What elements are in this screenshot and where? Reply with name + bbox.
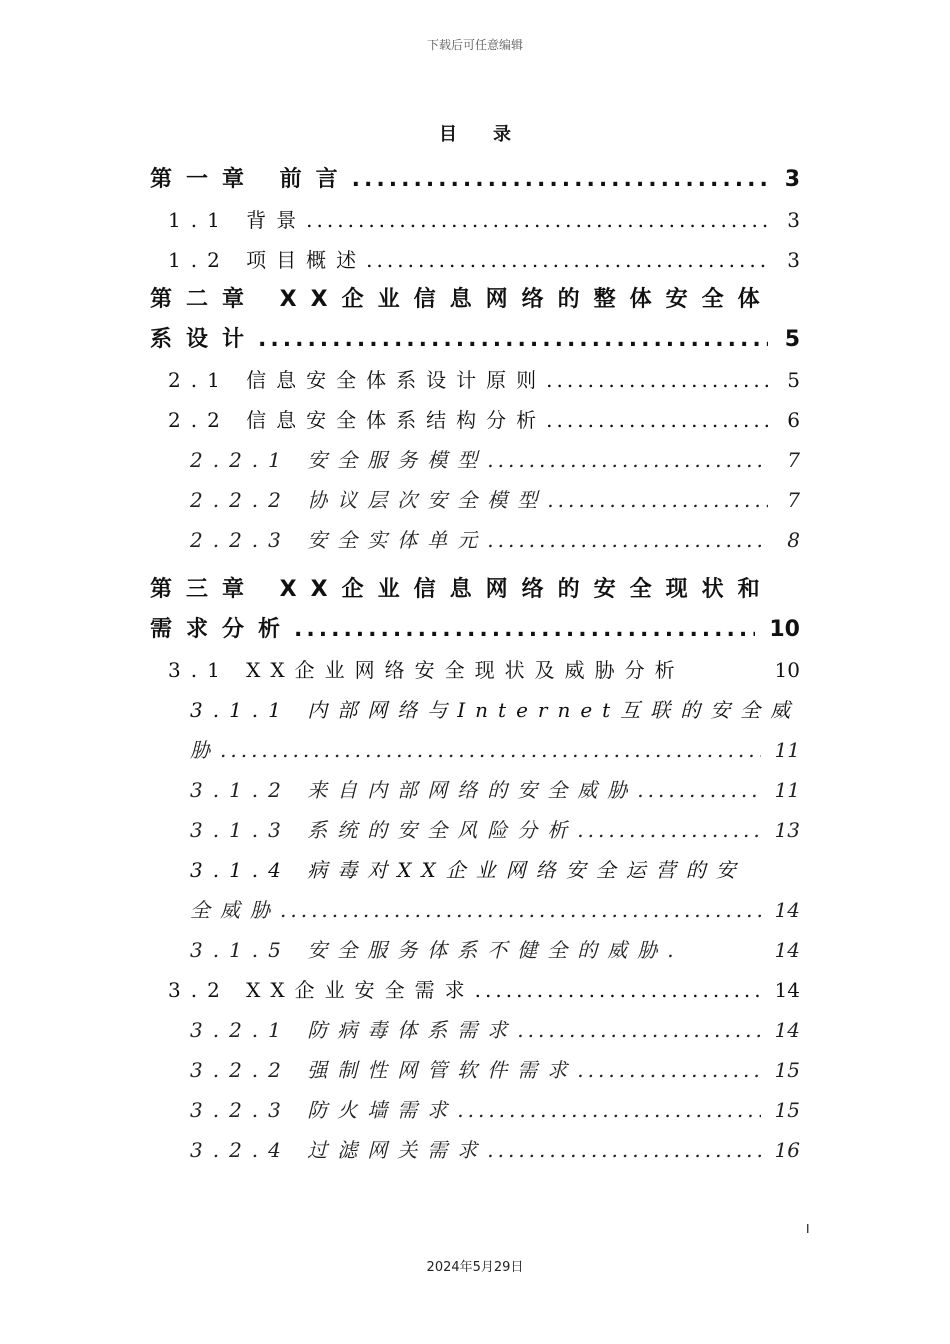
leader-dots [487, 1130, 760, 1170]
toc-entry-2-2-3[interactable] [150, 520, 800, 560]
toc-entry-2-1[interactable] [150, 360, 800, 400]
toc-entry-3-1-3[interactable] [150, 810, 800, 850]
toc-entry-page: 10 [769, 617, 800, 642]
toc-entry-page: 14 [774, 938, 800, 962]
toc-entry-title: 第一章 前言 [150, 167, 352, 192]
leader-dots [352, 160, 768, 200]
toc-entry-page: 3 [784, 167, 800, 192]
leader-dots [220, 730, 761, 770]
toc-entry-3-1-4-line1[interactable]: 3.1.4 病毒对XX企业网络安全运营的安 [190, 858, 746, 882]
toc-entry-page: 5 [787, 368, 800, 392]
leader-dots [637, 770, 760, 810]
toc-entry-3-2-4[interactable] [150, 1130, 800, 1170]
toc-entry-page: 15 [774, 1098, 800, 1122]
toc-entry-3-2-2[interactable] [150, 1050, 800, 1090]
leader-dots [306, 200, 768, 240]
toc-entry-title: 2.2.1 安全服务模型 [190, 448, 488, 472]
page-number: I [806, 1222, 810, 1236]
toc-entry-page: 15 [774, 1058, 800, 1082]
spacer [150, 560, 800, 570]
toc-entry-page: 10 [774, 658, 800, 682]
toc-entry-title: 3.2.4 过滤网关需求 [190, 1138, 488, 1162]
toc-entry-title: 2.1 信息安全体系设计原则 [168, 368, 547, 392]
toc-entry-page: 7 [787, 448, 800, 472]
toc-entry-2-2[interactable] [150, 400, 800, 440]
toc-entry-title: 2.2 信息安全体系结构分析 [168, 408, 547, 432]
toc-entry-title: 3.1.3 系统的安全风险分析 [190, 818, 578, 842]
toc-entry-3-2-3[interactable] [150, 1090, 800, 1130]
toc-entry-title: 3.1.2 来自内部网络的安全威胁 [190, 778, 638, 802]
toc-entry-title: 3.2.2 强制性网管软件需求 [190, 1058, 578, 1082]
leader-dots [487, 440, 768, 480]
page-header: 下载后可任意编辑 [426, 38, 523, 52]
leader-dots [547, 480, 768, 520]
toc-entry-page: 11 [774, 778, 800, 802]
toc-entry-3-1[interactable] [150, 650, 800, 690]
toc-entry-title: 2.2.2 协议层次安全模型 [190, 488, 548, 512]
toc-entry-2-2-2[interactable] [150, 480, 800, 520]
toc-entry-ch2-line1[interactable]: 第二章 XX企业信息网络的整体安全体 [150, 287, 774, 312]
leader-dots [546, 400, 768, 440]
toc-entry-title: 3.1.5 安全服务体系不健全的威胁. [190, 938, 684, 962]
toc-entry-title: 系设计 [150, 327, 259, 352]
toc-entry-ch2[interactable] [150, 320, 800, 360]
toc-entry-3-2[interactable] [150, 970, 800, 1010]
toc-entry-3-1-1-line1[interactable]: 3.1.1 内部网络与Internet互联的安全威 [190, 698, 801, 722]
toc-entry-page: 8 [787, 528, 800, 552]
toc-entry-page: 3 [787, 248, 800, 272]
toc-entry-title: 2.2.3 安全实体单元 [190, 528, 488, 552]
page-footer-date: 2024年5月29日 [426, 1260, 524, 1275]
toc-entry-page: 7 [787, 488, 800, 512]
toc-entry-title: 3.1 XX企业网络安全现状及威胁分析 [168, 658, 685, 682]
toc-entry-2-2-1[interactable] [150, 440, 800, 480]
leader-dots [294, 610, 755, 650]
toc-entry-page: 16 [774, 1138, 800, 1162]
toc-entry-page: 14 [774, 978, 800, 1002]
toc-entry-title: 3.2.3 防火墙需求 [190, 1098, 458, 1122]
toc-entry-ch3-line1[interactable]: 第三章 XX企业信息网络的安全现状和 [150, 577, 774, 602]
leader-dots [517, 1010, 760, 1050]
toc-entry-ch1[interactable] [150, 160, 800, 200]
toc-entry-title: 1.2 项目概述 [168, 248, 367, 272]
toc-entry-page: 14 [774, 1018, 800, 1042]
toc-entry-3-1-5[interactable] [150, 930, 800, 970]
toc-entry-ch3[interactable] [150, 610, 800, 650]
toc-entry-3-1-1[interactable] [150, 730, 800, 770]
toc-title: 目录 [439, 124, 547, 145]
leader-dots [487, 520, 768, 560]
toc-entry-3-1-4[interactable] [150, 890, 800, 930]
toc-entry-page: 11 [774, 738, 800, 762]
toc-entry-title: 3.2 XX企业安全需求 [168, 978, 475, 1002]
toc-entry-title: 需求分析 [150, 617, 295, 642]
toc-entry-3-1-2[interactable] [150, 770, 800, 810]
leader-dots [577, 810, 760, 850]
leader-dots [366, 240, 768, 280]
toc-entry-title: 胁 [190, 738, 220, 762]
table-of-contents [150, 160, 800, 1170]
toc-entry-page: 3 [787, 208, 800, 232]
leader-dots [577, 1050, 760, 1090]
toc-entry-title: 3.2.1 防病毒体系需求 [190, 1018, 518, 1042]
leader-dots [546, 360, 768, 400]
toc-entry-3-2-1[interactable] [150, 1010, 800, 1050]
toc-entry-page: 6 [787, 408, 800, 432]
toc-entry-title: 全威胁 [190, 898, 280, 922]
toc-entry-page: 5 [784, 327, 800, 352]
toc-entry-page: 13 [774, 818, 800, 842]
leader-dots [457, 1090, 760, 1130]
leader-dots [475, 970, 761, 1010]
leader-dots [258, 320, 768, 360]
leader-dots [280, 890, 761, 930]
toc-entry-1-2[interactable] [150, 240, 800, 280]
toc-entry-page: 14 [774, 898, 800, 922]
toc-entry-1-1[interactable] [150, 200, 800, 240]
toc-entry-title: 1.1 背景 [168, 208, 307, 232]
